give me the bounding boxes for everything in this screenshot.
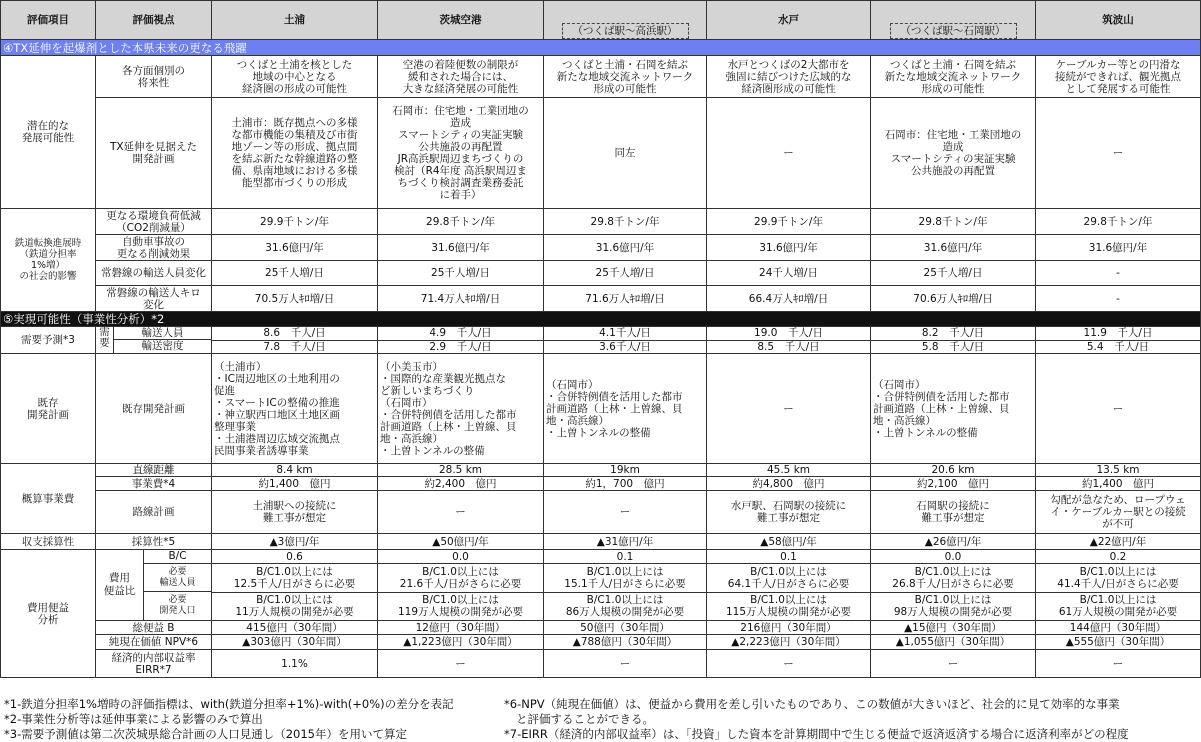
value-cell: ー: [1036, 354, 1201, 464]
demand-sub-label: 需 要: [96, 327, 114, 353]
value-cell: 50億円（30年間）: [544, 621, 707, 635]
header-tsuchiura: 土浦: [212, 1, 378, 40]
footnote-2: *2-事業性分析等は延伸事業による影響のみで算出: [4, 712, 263, 726]
value-cell: 25千人増/日: [212, 261, 378, 286]
value-cell: ▲303億円（30年間）: [212, 635, 378, 650]
existing-plan-label: 既存 開発計画: [1, 354, 96, 464]
value-cell: 25千人増/日: [378, 261, 544, 286]
value-cell: 415億円（30年間）: [212, 621, 378, 635]
value-cell: 約1,400 億円: [1036, 477, 1201, 491]
value-cell: 8.4 km: [212, 464, 378, 477]
table-row: [1, 534, 1201, 550]
value-cell: 3.6千人/日: [544, 340, 707, 354]
value-cell: 28.5 km: [378, 464, 544, 477]
value-cell: 5.8 千人/日: [871, 340, 1036, 354]
value-cell: -: [1036, 286, 1201, 312]
value-cell: つくばと土浦・石岡を結ぶ 新たな地域交流ネットワーク 形成の可能性: [544, 56, 707, 98]
viewpoint-label: 必要 輸送人員: [144, 564, 211, 592]
value-cell: 13.5 km: [1036, 464, 1201, 477]
footnote-6-cont: と評価することができる。: [516, 712, 654, 726]
viewpoint-label: 純現在価値 NPV*6: [96, 635, 212, 650]
value-cell: （石岡市） ・合併特例債を活用した都市 計画道路（上林・上曽線、貝 地・高浜線） ・上曽トンネルの整備: [544, 354, 707, 464]
value-cell: 約1，700 億円: [544, 477, 707, 491]
header-ibaraki-airport: 茨城空港: [378, 1, 544, 40]
value-cell: 0.1: [707, 550, 871, 564]
viewpoint-label: 更なる環境負荷低減 （CO2削減量）: [96, 209, 212, 235]
table-row: [1, 621, 1201, 635]
value-cell: 144億円（30年間）: [1036, 621, 1201, 635]
value-cell: B/C1.0以上には 11万人規模の開発が必要: [212, 592, 378, 620]
table-row: [1, 650, 1201, 678]
profit-label: 収支採算性: [1, 534, 96, 550]
value-cell: ▲2,223億円（30年間）: [707, 635, 871, 650]
viewpoint-label: [96, 327, 212, 354]
value-cell: つくばと土浦を核とした 地域の中心となる 経済圏の形成の可能性: [212, 56, 378, 98]
value-cell: 29.9千トン/年: [212, 209, 378, 235]
value-cell: 25千人増/日: [871, 261, 1036, 286]
value-cell: ー: [871, 650, 1036, 678]
viewpoint-label: 直線距離: [96, 464, 212, 477]
table-row: [1, 56, 1201, 98]
route-label: （つくば駅～石岡駅）: [890, 23, 1017, 39]
value-cell: 約4,800 億円: [707, 477, 871, 491]
value-cell: 31.6億円/年: [544, 235, 707, 261]
value-cell: つくばと土浦・石岡を結ぶ 新たな地域交流ネットワーク 形成の可能性: [871, 56, 1036, 98]
potential-label: 潜在的な 発展可能性: [1, 56, 96, 209]
value-cell: 216億円（30年間）: [707, 621, 871, 635]
value-cell: 4.1千人/日: [544, 327, 707, 341]
value-cell: ▲1,223億円（30年間）: [378, 635, 544, 650]
value-cell: 5.4 千人/日: [1036, 340, 1201, 354]
table-row: [1, 491, 1201, 534]
value-cell: 29.9千トン/年: [707, 209, 871, 235]
value-cell: ー: [378, 650, 544, 678]
table-row: [1, 635, 1201, 650]
value-cell: ー: [707, 98, 871, 209]
value-cell: 19.0 千人/日: [707, 327, 871, 341]
value-cell: ー: [378, 491, 544, 534]
value-cell: ▲1,055億円（30年間）: [871, 635, 1036, 650]
route-label: （つくば駅～高浜駅）: [562, 23, 689, 39]
value-cell: 土浦駅への接続に 難工事が想定: [212, 491, 378, 534]
value-cell: 石岡市：住宅地・工業団地の 造成 スマートシティの実証実験 公共施設の再配置 JR高浜駅周辺まちづくりの 検討（R4年度 高浜駅周辺ま ちづくり検討調査業務委託 に着手）: [378, 98, 544, 209]
header-tsukuba-takahama: [544, 1, 707, 40]
value-cell: 70.5万人ｷﾛ増/日: [212, 286, 378, 312]
section-5-title: ⑤実現可能性（事業性分析）*2: [1, 312, 1201, 327]
header-tsukubasan: 筑波山: [1036, 1, 1201, 40]
viewpoint-label: 輸送密度: [141, 340, 184, 352]
value-cell: B/C1.0以上には 115万人規模の開発が必要: [707, 592, 871, 620]
table-row: [1, 235, 1201, 261]
value-cell: ▲3億円/年: [212, 534, 378, 550]
value-cell: ▲22億円/年: [1036, 534, 1201, 550]
value-cell: 0.0: [378, 550, 544, 564]
viewpoint-label: 路線計画: [96, 491, 212, 534]
value-cell: 0.0: [871, 550, 1036, 564]
viewpoint-label: 経済的内部収益率 EIRR*7: [96, 650, 212, 678]
value-cell: ー: [1036, 650, 1201, 678]
value-cell: 約2,100 億円: [871, 477, 1036, 491]
value-cell: 8.2 千人/日: [871, 327, 1036, 341]
viewpoint-label: 常磐線の輸送人キロ 変化: [96, 286, 212, 312]
footnote-3: *3-需要予測値は第二次茨城県総合計画の人口見通し（2015年）を用いて算定: [4, 727, 407, 741]
value-cell: 29.8千トン/年: [378, 209, 544, 235]
table-row: [1, 327, 1201, 341]
table-row: [1, 98, 1201, 209]
value-cell: 71.6万人ｷﾛ増/日: [544, 286, 707, 312]
value-cell: B/C1.0以上には 12.5千人/日がさらに必要: [212, 564, 378, 592]
value-cell: ▲26億円/年: [871, 534, 1036, 550]
value-cell: 25千人増/日: [544, 261, 707, 286]
value-cell: ▲15億円（30年間）: [871, 621, 1036, 635]
value-cell: 石岡駅の接続に 難工事が想定: [871, 491, 1036, 534]
demand-label: 需要予測*3: [1, 327, 96, 354]
viewpoint-label: 自動車事故の 更なる削減効果: [96, 235, 212, 261]
value-cell: 66.4万人ｷﾛ増/日: [707, 286, 871, 312]
table-row: [1, 354, 1201, 464]
value-cell: 約2,400 億円: [378, 477, 544, 491]
value-cell: 31.6億円/年: [378, 235, 544, 261]
table-row: [1, 286, 1201, 312]
table-row: [1, 1, 1201, 40]
value-cell: ▲555億円（30年間）: [1036, 635, 1201, 650]
value-cell: 1.1%: [212, 650, 378, 678]
table-row: [1, 550, 1201, 564]
value-cell: 土浦市：既存拠点への多様 な都市機能の集積及び市街 地ゾーン等の形成、拠点間 を結ぶ新たな幹線道路の整 備、県南地域における多様 能型都市づくりの形成: [212, 98, 378, 209]
value-cell: ▲31億円/年: [544, 534, 707, 550]
footnote-6: *6-NPV（純現在価値）は、便益から費用を差し引いたものであり、この数値が大きいほど、社会的に見て効率的な事業: [504, 697, 1120, 711]
value-cell: ▲58億円/年: [707, 534, 871, 550]
value-cell: ー: [544, 491, 707, 534]
value-cell: 29.8千トン/年: [871, 209, 1036, 235]
value-cell: 4.9 千人/日: [378, 327, 544, 341]
value-cell: ケーブルカー等との円滑な 接続ができれば、観光拠点 として発展する可能性: [1036, 56, 1201, 98]
viewpoint-label: 常磐線の輸送人員変化: [96, 261, 212, 286]
header-viewpoint: 評価視点: [96, 1, 212, 40]
viewpoint-label: 事業費*4: [96, 477, 212, 491]
value-cell: B/C1.0以上には 26.8千人/日がさらに必要: [871, 564, 1036, 592]
value-cell: 約1,400 億円: [212, 477, 378, 491]
viewpoint-label: 総便益 B: [96, 621, 212, 635]
value-cell: （土浦市） ・IC周辺地区の土地利用の 促進 ・スマートICの整備の推進 ・神立駅西口地区土地区画 整理事業 ・土浦港周辺広域交流拠点 民間事業者誘導事業: [212, 354, 378, 464]
value-cell: 20.6 km: [871, 464, 1036, 477]
table-row: [1, 261, 1201, 286]
value-cell: B/C1.0以上には 41.4千人/日がさらに必要: [1036, 564, 1201, 592]
value-cell: -: [1036, 261, 1201, 286]
value-cell: ー: [1036, 98, 1201, 209]
viewpoint-label: 必要 開発人口: [159, 595, 196, 616]
value-cell: B/C1.0以上には 119万人規模の開発が必要: [378, 592, 544, 620]
value-cell: 7.8 千人/日: [212, 340, 378, 354]
viewpoint-label: 既存開発計画: [96, 354, 212, 464]
value-cell: 水戸駅、石岡駅の接続に 難工事が想定: [707, 491, 871, 534]
bc-ratio-label: 費用 便益比: [96, 550, 144, 620]
viewpoint-label: 各方面個別の 将来性: [96, 56, 212, 98]
value-cell: 水戸とつくばの2大都市を 強固に結びつけた広域的な 経済圏形成の可能性: [707, 56, 871, 98]
value-cell: ー: [707, 354, 871, 464]
viewpoint-label: 輸送人員: [114, 327, 211, 340]
table-row: [1, 477, 1201, 491]
value-cell: 70.6万人ｷﾛ増/日: [871, 286, 1036, 312]
social-impact-label: 鉄道転換進展時 （鉄道分担率 1%増） の社会的影響: [1, 209, 96, 312]
viewpoint-label: 採算性*5: [96, 534, 212, 550]
table-row: [1, 312, 1201, 327]
value-cell: 24千人増/日: [707, 261, 871, 286]
table-row: [1, 40, 1201, 56]
value-cell: ー: [707, 650, 871, 678]
footnotes: [0, 693, 1200, 741]
value-cell: 19km: [544, 464, 707, 477]
value-cell: 31.6億円/年: [212, 235, 378, 261]
value-cell: 同左: [544, 98, 707, 209]
header-mito: 水戸: [707, 1, 871, 40]
value-cell: ▲50億円/年: [378, 534, 544, 550]
value-cell: 石岡市：住宅地・工業団地の 造成 スマートシティの実証実験 公共施設の再配置: [871, 98, 1036, 209]
value-cell: 8.5 千人/日: [707, 340, 871, 354]
cost-benefit-label: 費用便益 分析: [1, 550, 96, 678]
value-cell: 45.5 km: [707, 464, 871, 477]
table-row: [1, 209, 1201, 235]
value-cell: 空港の着陸便数の制限が 緩和された場合には、 大きな経済発展の可能性: [378, 56, 544, 98]
footnote-7: *7-EIRR（経済的内部収益率）は、「投資」した資本を計算期間中で生じる便益で返済返済する場合に返済利率がどの程度: [504, 727, 1129, 741]
value-cell: 8.6 千人/日: [212, 327, 378, 341]
value-cell: 31.6億円/年: [707, 235, 871, 261]
viewpoint-label: B/C: [144, 550, 211, 564]
viewpoint-label: TX延伸を見据えた 開発計画: [96, 98, 212, 209]
value-cell: 11.9 千人/日: [1036, 327, 1201, 341]
value-cell: 2.9 千人/日: [378, 340, 544, 354]
header-item: 評価項目: [1, 1, 96, 40]
value-cell: （小美玉市） ・国際的な産業観光拠点な ど新しいまちづくり （石岡市） ・合併特例債を活用した都市 計画道路（上林・上曽線、貝 地・高浜線） ・上曽トンネルの整備: [378, 354, 544, 464]
value-cell: ▲788億円（30年間）: [544, 635, 707, 650]
value-cell: 31.6億円/年: [871, 235, 1036, 261]
value-cell: B/C1.0以上には 98万人規模の開発が必要: [871, 592, 1036, 620]
value-cell: B/C1.0以上には 86万人規模の開発が必要: [544, 592, 707, 620]
footnote-1: *1-鉄道分担率1%増時の評価指標は、with(鉄道分担率+1%)-with(+0%)の差分を表記: [4, 697, 454, 711]
value-cell: B/C1.0以上には 61万人規模の開発が必要: [1036, 592, 1201, 620]
table-row: [1, 464, 1201, 477]
value-cell: 31.6億円/年: [1036, 235, 1201, 261]
value-cell: 29.8千トン/年: [544, 209, 707, 235]
value-cell: ー: [544, 650, 707, 678]
value-cell: 12億円（30年間）: [378, 621, 544, 635]
value-cell: 0.6: [212, 550, 378, 564]
section-4-title: ④TX延伸を起爆剤とした本県未来の更なる飛躍: [1, 40, 1201, 56]
value-cell: B/C1.0以上には 64.1千人/日がさらに必要: [707, 564, 871, 592]
value-cell: 0.2: [1036, 550, 1201, 564]
value-cell: 71.4万人ｷﾛ増/日: [378, 286, 544, 312]
cost-label: 概算事業費: [1, 464, 96, 534]
bc-subtable: [96, 550, 212, 621]
value-cell: 29.8千トン/年: [1036, 209, 1201, 235]
value-cell: B/C1.0以上には 15.1千人/日がさらに必要: [544, 564, 707, 592]
value-cell: 0.1: [544, 550, 707, 564]
value-cell: （石岡市） ・合併特例債を活用した都市 計画道路（上林・上曽線、貝 地・高浜線） ・上曽トンネルの整備: [871, 354, 1036, 464]
value-cell: 勾配が急なため、ロープウェ イ・ケーブルカー駅との接続 が不可: [1036, 491, 1201, 534]
value-cell: B/C1.0以上には 21.6千人/日がさらに必要: [378, 564, 544, 592]
header-tsukuba-ishioka: [871, 1, 1036, 40]
